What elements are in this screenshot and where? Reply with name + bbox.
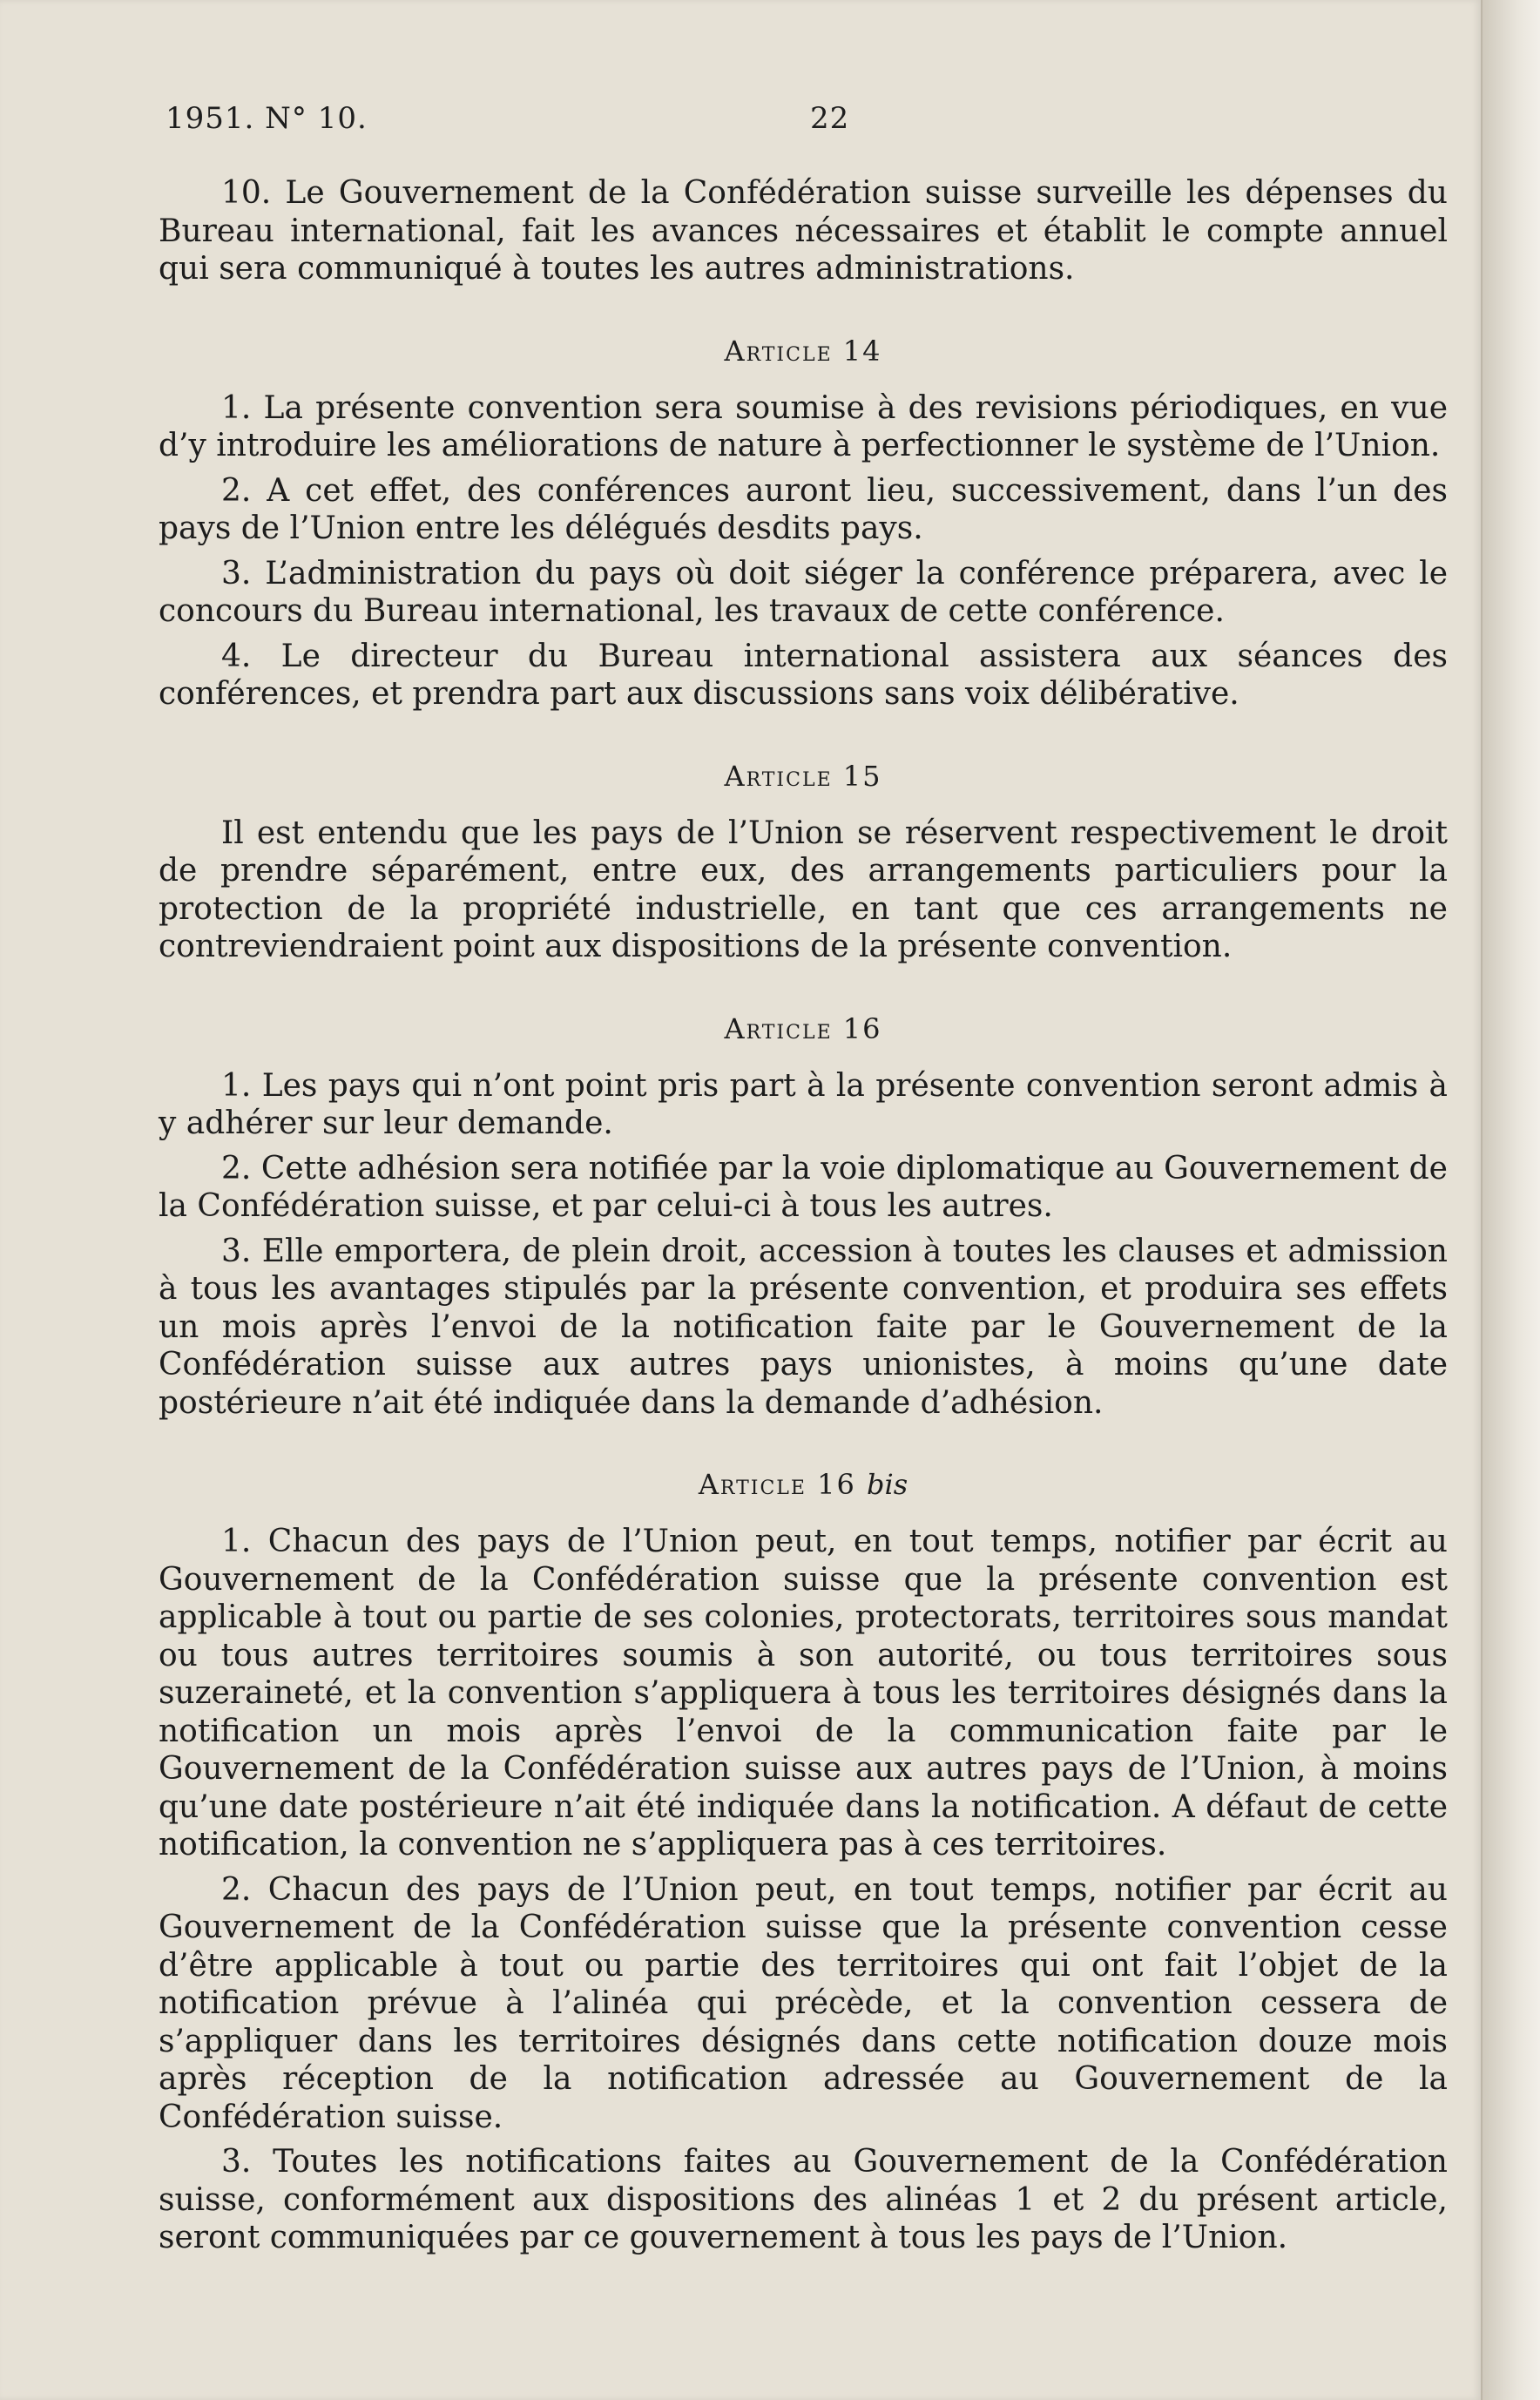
article-title: Article 14: [724, 334, 882, 368]
page-header: [165, 101, 1472, 145]
page-number: 22: [810, 101, 850, 136]
article-16-paragraph-2: 2. Cette adhésion sera notifiée par la voie diplomatique au Gouvernement de la Confédération suisse, et par celui-ci à tous les autres.: [159, 1150, 1448, 1224]
intro-paragraph: 10. Le Gouvernement de la Confédération suisse surveille les dépenses du Bureau international, fait les avances nécessaires et établit le compte annuel qui sera communiqué à toutes les autres administrations.: [159, 175, 1448, 287]
article-title-suffix: bis: [867, 1468, 908, 1501]
article-title: Article 15: [724, 759, 882, 793]
article-16-bis-paragraph-3: 3. Toutes les notifications faites au Gouvernement de la Confédération suisse, conformément aux dispositions des alinéas 1 et 2 du présent article, seront communiquées par ce gouvernement à tous les pays de l’Union.: [159, 2144, 1448, 2255]
article-14-paragraph-3: 3. L’administration du pays où doit siéger la conférence préparera, avec le concours du Bureau international, les travaux de cette conférence.: [159, 555, 1448, 629]
article-14-paragraph-2: 2. A cet effet, des conférences auront lieu, successivement, dans l’un des pays de l’Union entre les délégués desdits pays.: [159, 472, 1448, 546]
article-15-paragraph-1: Il est entendu que les pays de l’Union se réservent respectivement le droit de prendre séparément, entre eux, des arrangements particuliers pour la protection de la propriété industrielle, en tant que ces arrangements ne contreviendraient point aux dispositions de la présente convention.: [159, 815, 1448, 964]
article-14-heading: [159, 334, 1448, 368]
article-title: Article 16: [698, 1468, 856, 1501]
article-16-paragraph-1: 1. Les pays qui n’ont point pris part à la présente convention seront admis à y adhérer sur leur demande.: [159, 1067, 1448, 1141]
page-edge: [1481, 0, 1540, 2400]
header-year-number: 1951. N° 10.: [165, 101, 368, 136]
article-16-bis-heading: [159, 1467, 1448, 1502]
article-16-paragraph-3: 3. Elle emportera, de plein droit, accession à toutes les clauses et admission à tous les avantages stipulés par la présente convention, et produira ses effets un mois après l’envoi de la notification faite par le Gouvernement de la Confédération suisse aux autres pays unionistes, à moins qu’une date postérieure n’ait été indiquée dans la demande d’adhésion.: [159, 1233, 1448, 1421]
article-15-heading: [159, 759, 1448, 794]
article-16-bis-paragraph-2: 2. Chacun des pays de l’Union peut, en tout temps, notifier par écrit au Gouvernement de la Confédération suisse que la présente convention cesse d’être applicable à tout ou partie des territoires qui ont fait l’objet de la notification prévue à l’alinéa qui précède, et la convention cessera de s’appliquer dans les territoires désignés dans cette notification douze mois après réception de la notification adressée au Gouvernement de la Confédération suisse.: [159, 1871, 1448, 2135]
document-body: [159, 174, 1448, 2264]
article-14-paragraph-4: 4. Le directeur du Bureau international assistera aux séances des conférences, et prendra part aux discussions sans voix délibérative.: [159, 638, 1448, 712]
article-16-bis-paragraph-1: 1. Chacun des pays de l’Union peut, en tout temps, notifier par écrit au Gouvernement de la Confédération suisse que la présente convention est applicable à tout ou partie de ses colonies, protectorats, territoires sous mandat ou tous autres territoires soumis à son autorité, ou tous territoires sous suzeraineté, et la convention s’appliquera à tous les territoires désignés dans la notification un mois après l’envoi de la communication faite par le Gouvernement de la Confédération suisse aux autres pays de l’Union, à moins qu’une date postérieure n’ait été indiquée dans la notification. A défaut de cette notification, la convention ne s’appliquera pas à ces territoires.: [159, 1524, 1448, 1863]
article-14-paragraph-1: 1. La présente convention sera soumise à des revisions périodiques, en vue d’y introduire les améliorations de nature à perfectionner le système de l’Union.: [159, 389, 1448, 463]
article-16-heading: [159, 1011, 1448, 1046]
article-title: Article 16: [724, 1011, 882, 1045]
